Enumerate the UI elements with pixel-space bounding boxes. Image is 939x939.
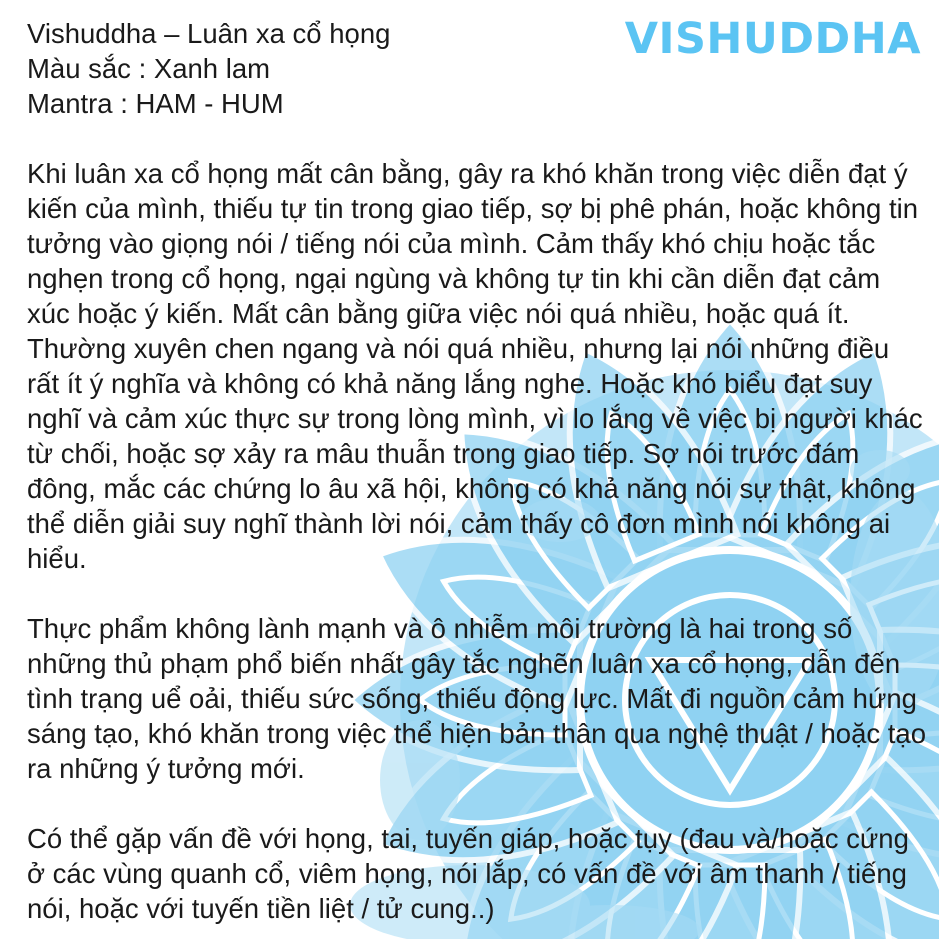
spacer xyxy=(27,786,927,821)
header-line-color: Màu sắc : Xanh lam xyxy=(27,53,271,84)
header-line-mantra: Mantra : HAM - HUM xyxy=(27,88,284,119)
spacer xyxy=(27,576,927,611)
content xyxy=(27,16,927,926)
paragraph-symptoms: Có thể gặp vấn đề với họng, tai, tuyến giáp, hoặc tụy (đau và/hoặc cứng ở các vùng quanh cổ, viêm họng, nói lắp, có vấn đề với âm thanh / tiếng nói, hoặc với tuyến tiền liệt / tử cung..) xyxy=(27,823,909,924)
paragraph-imbalance: Khi luân xa cổ họng mất cân bằng, gây ra khó khăn trong việc diễn đạt ý kiến của mình, thiếu tự tin trong giao tiếp, sợ bị phê phán, hoặc không tin tưởng vào giọng nói / tiếng nói của mình. Cảm thấy khó chịu hoặc tắc nghẹn trong cổ họng, ngại ngùng và không tự tin khi cần diễn đạt cảm xúc hoặc ý kiến. Mất cân bằng giữa việc nói quá nhiều, hoặc quá ít. Thường xuyên chen ngang và nói quá nhiều, nhưng lại nói những điều rất ít ý nghĩa và không có khả năng lắng nghe. Hoặc khó biểu đạt suy nghĩ và cảm xúc thực sự trong lòng mình, vì lo lắng về việc bị người khác từ chối, hoặc sợ xảy ra mâu thuẫn trong giao tiếp. Sợ nói trước đám đông, mắc các chứng lo âu xã hội, không có khả năng nói sự thật, không thể diễn giải suy nghĩ thành lời nói, cảm thấy cô đơn mình nói không ai hiểu. xyxy=(27,158,923,574)
spacer xyxy=(27,121,927,156)
header-line-name: Vishuddha – Luân xa cổ họng xyxy=(27,18,391,49)
page-title: VISHUDDHA xyxy=(624,14,921,64)
paragraph-causes: Thực phẩm không lành mạnh và ô nhiễm môi trường là hai trong số những thủ phạm phổ biến nhất gây tắc nghẽn luân xa cổ họng, dẫn đến tình trạng uể oải, thiếu sức sống, thiếu động lực. Mất đi nguồn cảm hứng sáng tạo, khó khăn trong việc thể hiện bản thân qua nghệ thuật / hoặc tạo ra những ý tưởng mới. xyxy=(27,613,927,784)
